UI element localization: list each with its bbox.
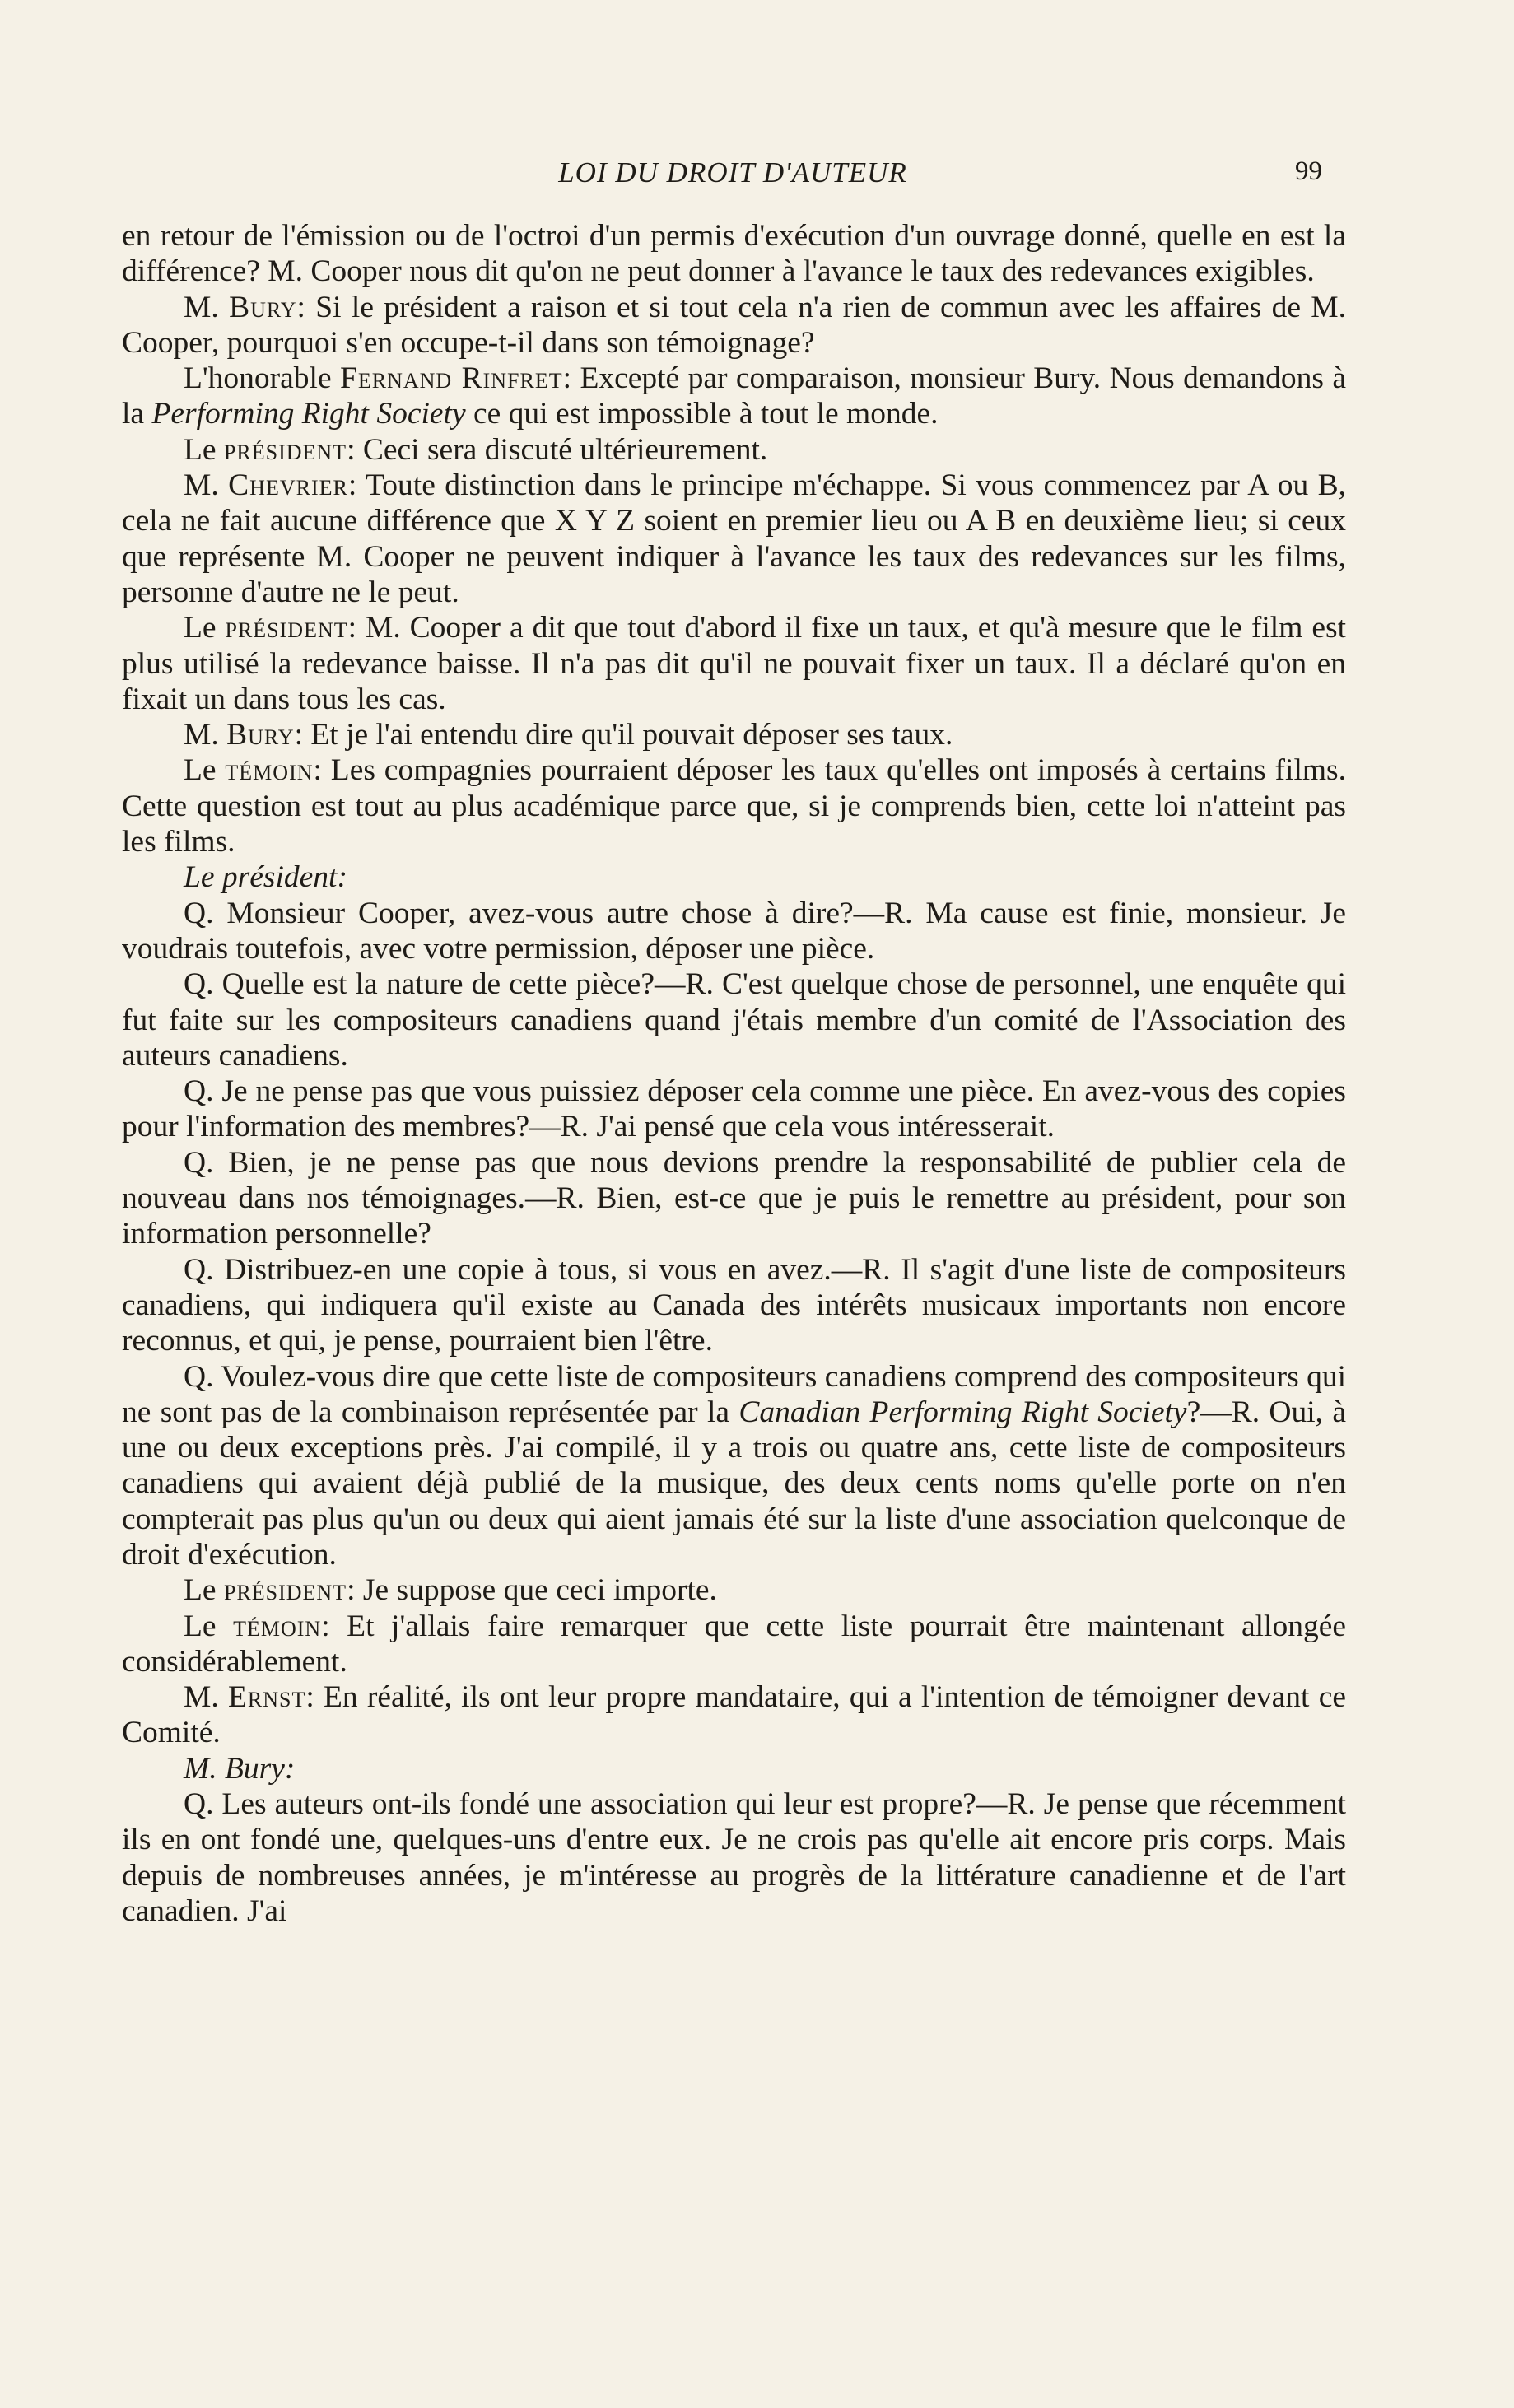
question-answer: Q. Quelle est la nature de cette pièce?—R. C'est quelque chose de personnel, une enquête qui fut faite sur les compositeurs canadiens quand j'étais membre d'un comité de l'Association des auteurs canadiens.	[122, 967, 1346, 1073]
speaker-title: Le	[184, 1573, 224, 1608]
page-header	[0, 156, 1514, 198]
question-answer: Q. Monsieur Cooper, avez-vous autre chose à dire?—R. Ma cause est finie, monsieur. Je voudrais toutefois, avec votre permission, déposer une pièce.	[122, 896, 1346, 966]
speech-text: : Si le président a raison et si tout cela n'a rien de commun avec les affaires de M. Cooper, pourquoi s'en occupe-t-il dans son témoignage?	[122, 290, 1347, 360]
speech-text: ?—R. Oui, à une ou deux exceptions près. J'ai compilé, il y a trois ou quatre ans, cette liste de compositeurs canadiens qui avaient déjà publié de la musique, des deux cents noms qu'elle porte on n'en compterait pas plus qu'un ou deux qui aient jamais été sur la liste d'une association quelconque de droit d'exécution.	[122, 1395, 1346, 1572]
question-answer	[122, 1359, 1346, 1573]
paragraph	[122, 1679, 1346, 1751]
speaker-name: témoin	[225, 753, 314, 788]
question-answer: Q. Bien, je ne pense pas que nous devions prendre la responsabilité de publier cela de nouveau dans nos témoignages.—R. Bien, est-ce que je puis le remettre au président, pour son information personnelle?	[122, 1145, 1346, 1251]
question-answer: Q. Distribuez-en une copie à tous, si vous en avez.—R. Il s'agit d'une liste de compositeurs canadiens, qui indiquera qu'il existe au Canada des intérêts musicaux importants non encore reconnus, et qui, je pense, pourraient bien l'être.	[122, 1252, 1346, 1358]
speaker-title: M.	[184, 290, 230, 324]
paragraph	[122, 468, 1346, 610]
speaker-name: Fernand Rinfret	[340, 361, 563, 396]
italic-title: Canadian Performing Right Society	[738, 1395, 1187, 1429]
speech-text: : Je suppose que ceci importe.	[347, 1573, 717, 1608]
running-title: LOI DU DROIT D'AUTEUR	[558, 156, 907, 189]
speaker-name: Chevrier	[228, 468, 348, 503]
speech-text: : Excepté par comparaison, monsieur Bury. Nous demandons à la	[122, 361, 1346, 431]
speaker-title: Le	[184, 753, 226, 788]
speaker-name: président	[223, 432, 347, 467]
paragraph	[122, 717, 1346, 752]
speaker-title: Le	[184, 611, 226, 645]
speech-text: : M. Cooper a dit que tout d'abord il fixe un taux, et qu'à mesure que le film est plus utilisé la redevance baisse. Il n'a pas dit qu'il ne pouvait fixer un taux. Il a déclaré qu'on en fixait un dans tous les cas.	[122, 611, 1346, 716]
speech-text: : En réalité, ils ont leur propre mandataire, qui a l'intention de témoigner devant ce Comité.	[122, 1680, 1347, 1750]
paragraph	[122, 361, 1346, 432]
paragraph	[122, 752, 1346, 859]
speaker-name: Ernst	[227, 1680, 306, 1715]
speech-text: : Toute distinction dans le principe m'échappe. Si vous commencez par A ou B, cela ne fait aucune différence que X Y Z soient en premier lieu ou A B en deuxième lieu; si ceux que représente M. Cooper ne peuvent indiquer à l'avance les taux des redevances sur les films, personne d'autre ne le peut.	[122, 468, 1347, 609]
section-heading: Le président:	[184, 860, 347, 895]
speaker-title: Le	[184, 1609, 234, 1643]
section-heading: M. Bury:	[184, 1751, 296, 1786]
paragraph	[122, 1572, 1346, 1608]
speech-text: ce qui est impossible à tout le monde.	[465, 397, 939, 431]
body-text	[122, 218, 1346, 1929]
italic-title: Performing Right Society	[151, 397, 466, 431]
speaker-title: L'honorable	[184, 361, 341, 396]
paragraph	[122, 432, 1346, 468]
paragraph	[122, 610, 1346, 717]
paragraph: en retour de l'émission ou de l'octroi d'un permis d'exécution d'un ouvrage donné, quelle en est la différence? M. Cooper nous dit qu'on ne peut donner à l'avance le taux des redevances exigibles.	[122, 219, 1346, 289]
speaker-name: Bury	[226, 718, 295, 752]
question-answer: Q. Les auteurs ont-ils fondé une association qui leur est propre?—R. Je pense que récemment ils en ont fondé une, quelques-uns d'entre eux. Je ne crois pas qu'elle ait encore pris corps. Mais depuis de nombreuses années, je m'intéresse au progrès de la littérature canadienne et de l'art canadien. J'ai	[122, 1787, 1346, 1928]
speaker-name: Bury	[229, 290, 297, 324]
question-answer: Q. Je ne pense pas que vous puissiez déposer cela comme une pièce. En avez-vous des copies pour l'information des membres?—R. J'ai pensé que cela vous intéresserait.	[122, 1074, 1346, 1144]
speaker-name: président	[223, 1573, 347, 1608]
speech-text: : Ceci sera discuté ultérieurement.	[347, 432, 768, 467]
speech-text: : Les compagnies pourraient déposer les taux qu'elles ont imposés à certains films. Cette question est tout au plus académique parce que, si je comprends bien, cette loi n'atteint pas les films.	[122, 753, 1346, 859]
speaker-title: M.	[184, 718, 227, 752]
paragraph	[122, 1609, 1346, 1680]
speaker-name: président	[225, 611, 348, 645]
speaker-title: M.	[184, 468, 229, 503]
speech-text: Q. Voulez-vous dire que cette liste de compositeurs canadiens comprend des compositeurs qui ne sont pas de la combinaison représentée par la	[122, 1359, 1346, 1429]
speaker-title: M.	[184, 1680, 228, 1715]
speech-text: : Et j'allais faire remarquer que cette liste pourrait être maintenant allongée considérablement.	[122, 1609, 1346, 1679]
speaker-title: Le	[184, 432, 224, 467]
page-number: 99	[1295, 156, 1322, 186]
speaker-name: témoin	[233, 1609, 322, 1643]
speech-text: : Et je l'ai entendu dire qu'il pouvait déposer ses taux.	[294, 718, 953, 752]
paragraph	[122, 290, 1346, 361]
